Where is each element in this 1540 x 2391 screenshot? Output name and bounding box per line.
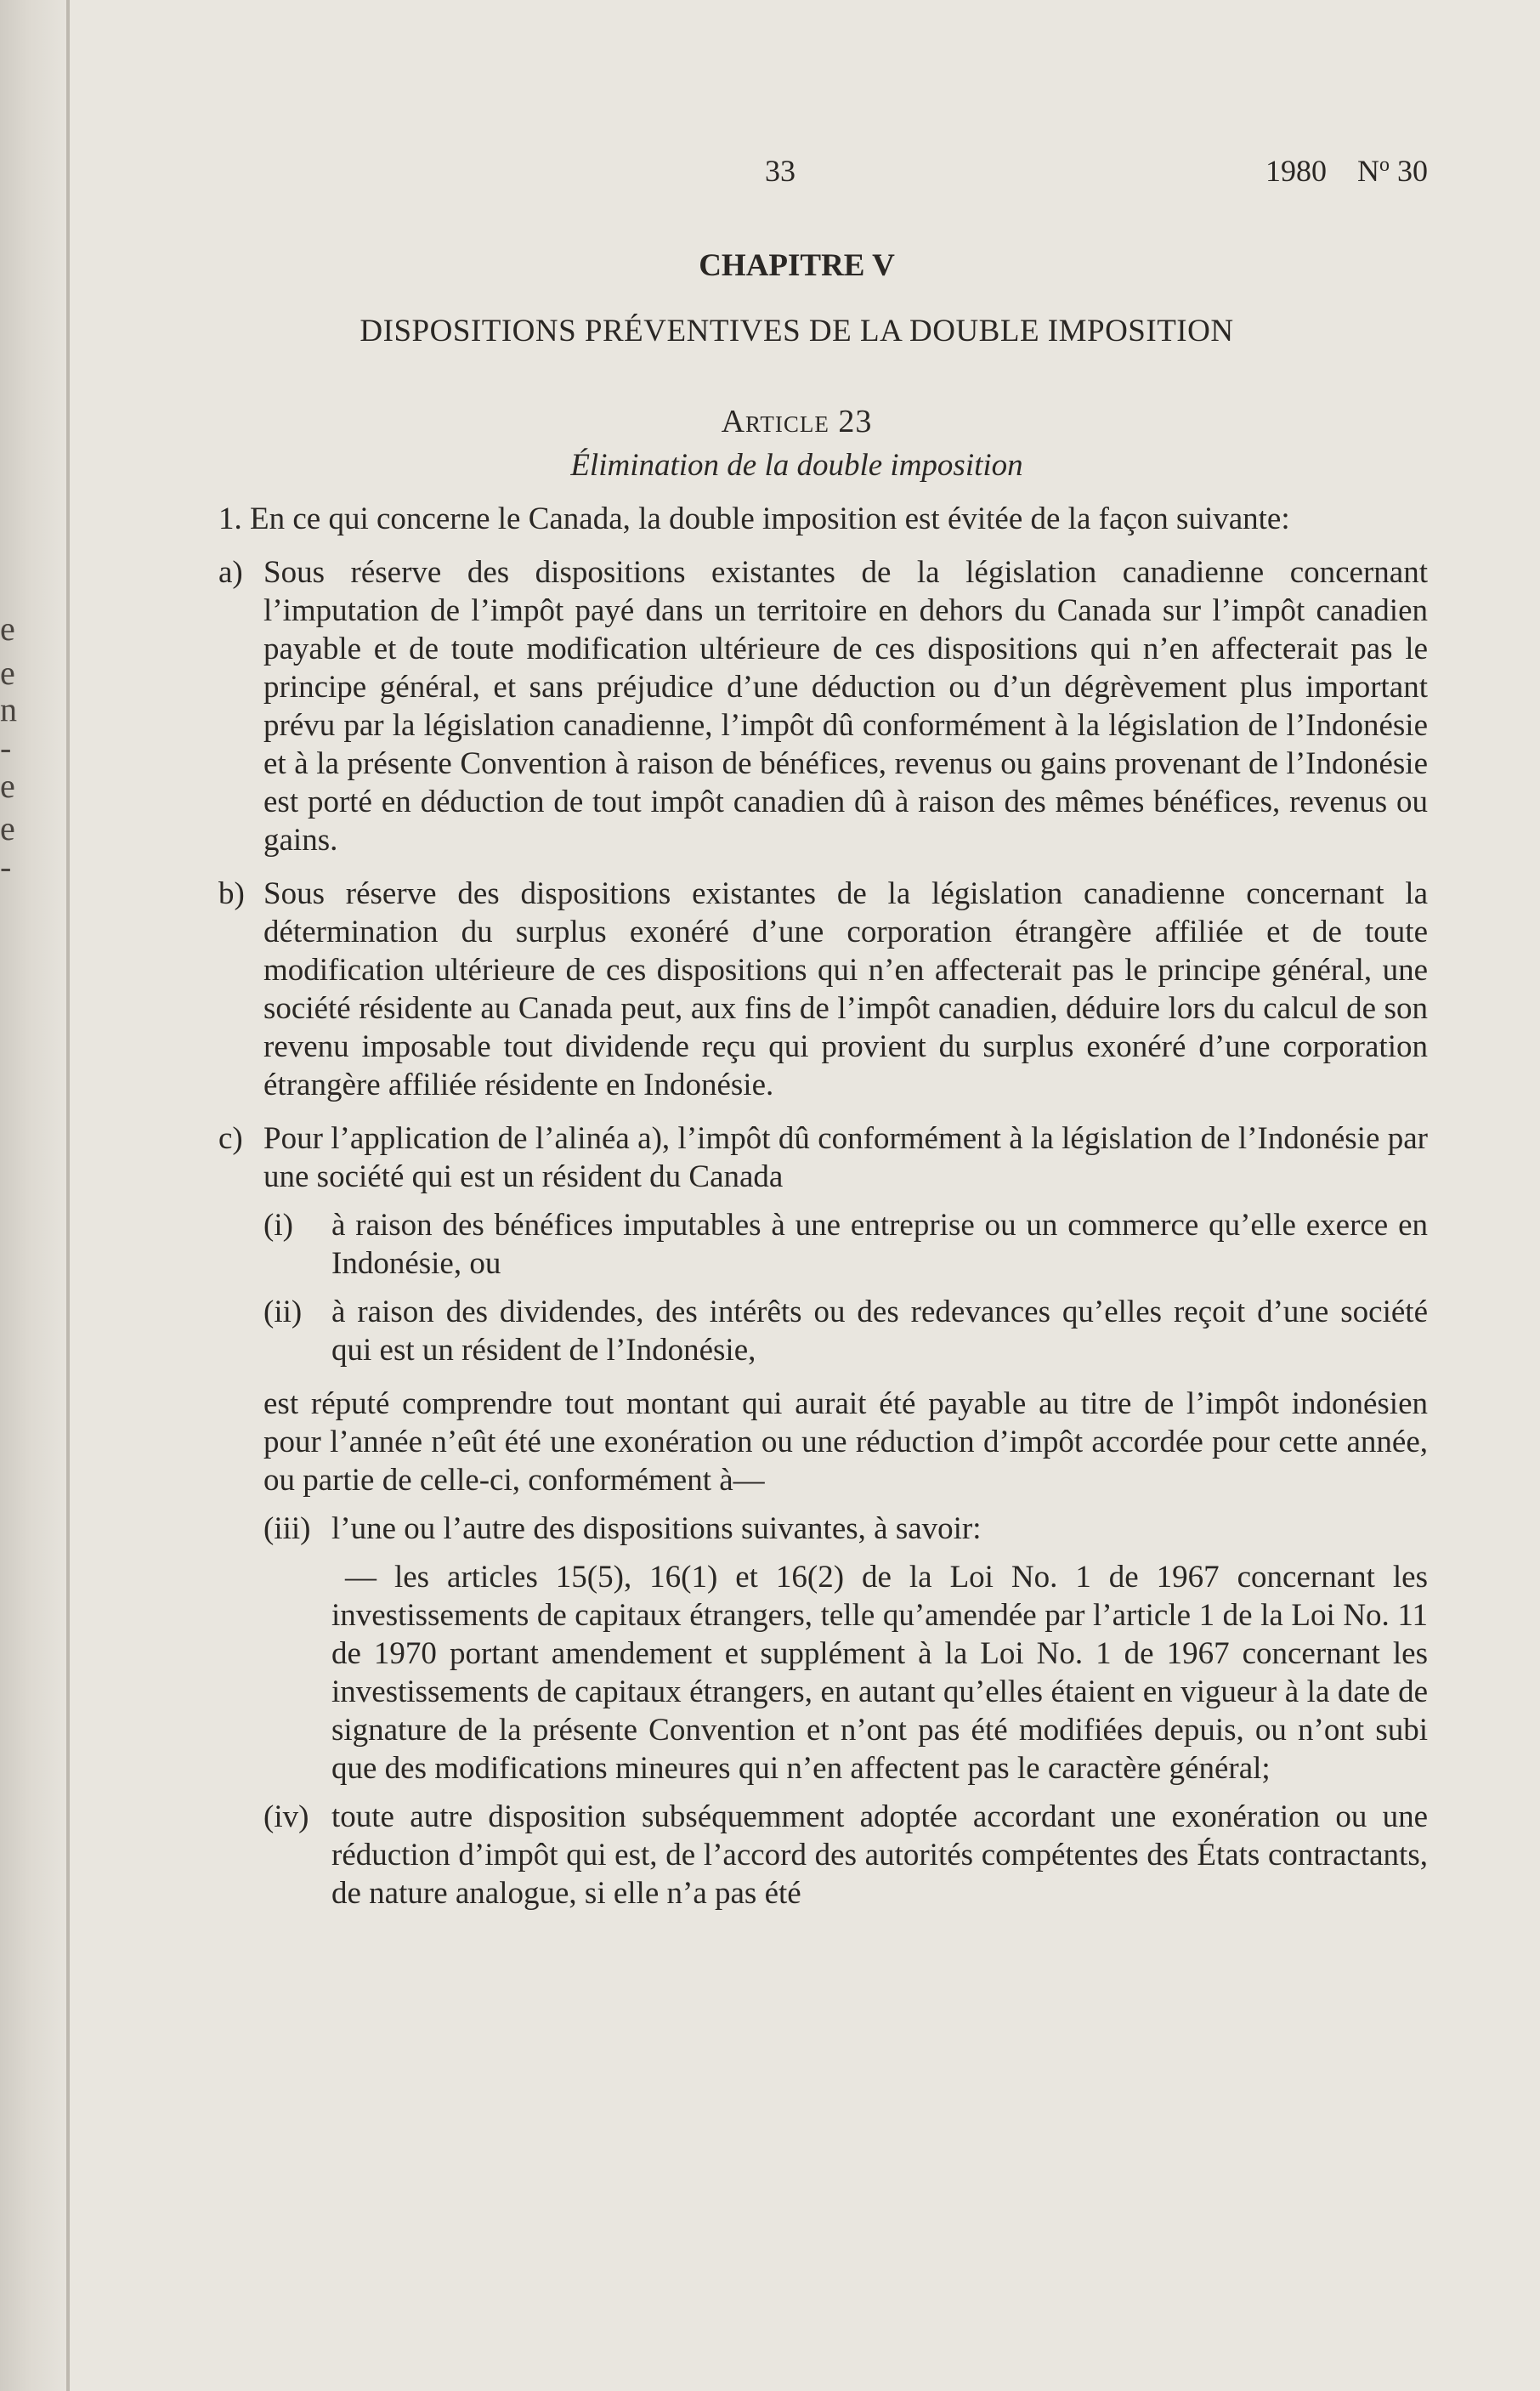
sub-item-label: (iii): [263, 1511, 311, 1546]
page-number: 33: [765, 154, 795, 188]
article-title: Élimination de la double imposition: [570, 448, 1023, 483]
chapter-title: CHAPITRE V: [699, 248, 895, 283]
sub-item-text: toute autre disposition subséquemment adoptée accordant une exonération ou une réduction d’impôt qui est, de l’accord des autorités compétentes des États contractants, de nature analogue, si elle n’a pas été: [331, 1799, 1428, 1911]
sub-item-text: l’une ou l’autre des dispositions suivantes, à savoir:: [331, 1511, 982, 1546]
list-item: [166, 553, 1428, 859]
dash-item: — les articles 15(5), 16(1) et 16(2) de la Loi No. 1 de 1967 concernant les investissements de capitaux étrangers, telle qu’amendée par l’article 1 de la Loi No. 11 de 1970 portant amendement et supplément à la Loi No. 1 de 1967 concernant les investissements de capitaux étrangers, en autant qu’elles étaient en vigueur à la date de signature de la présente Convention et n’ont pas été modifiées depuis, ou n’ont subi que des modifications mineures qui n’en affectent pas le caractère général;: [331, 1560, 1428, 1786]
sub-item: [166, 1510, 1428, 1548]
continuation-text: est réputé comprendre tout montant qui aurait été payable au titre de l’impôt indonésien pour l’année n’eût été une exonération ou une réduction d’impôt accordée pour cette année, ou partie de celle-ci, conformément à—: [263, 1386, 1428, 1498]
sub-item: [166, 1206, 1428, 1283]
statute-number: 30: [1397, 154, 1428, 188]
list-item: [166, 1119, 1428, 1196]
margin-fragment: -: [0, 728, 12, 767]
document-body: [166, 246, 1428, 1912]
margin-fragment: e: [0, 767, 15, 805]
sub-item: [166, 1293, 1428, 1369]
margin-fragment: e: [0, 654, 15, 692]
statute-year: 1980: [1265, 154, 1327, 188]
sub-item-label: (iv): [263, 1799, 309, 1834]
sub-item-label: (ii): [263, 1295, 303, 1329]
margin-fragment: e: [0, 609, 15, 648]
article-label: Article 23: [721, 404, 873, 439]
list-item: [166, 875, 1428, 1104]
sub-item-label: (i): [263, 1208, 293, 1243]
sub-item: [166, 1798, 1428, 1912]
item-text: Pour l’application de l’alinéa a), l’impôt dû conformément à la législation de l’Indonésie par une société qui est un résident du Canada: [263, 1121, 1428, 1194]
statute-reference: [1265, 153, 1428, 189]
item-label: c): [218, 1121, 243, 1156]
margin-fragment: -: [0, 847, 12, 886]
chapter-subtitle: DISPOSITIONS PRÉVENTIVES DE LA DOUBLE IMPOSITION: [360, 314, 1234, 348]
number-label-sup: o: [1379, 154, 1390, 176]
sub-item-text: à raison des bénéfices imputables à une entreprise ou un commerce qu’elle exerce en Indonésie, ou: [331, 1208, 1428, 1281]
number-label: N: [1357, 154, 1379, 188]
item-label: b): [218, 876, 245, 911]
paragraph-1: 1. En ce qui concerne le Canada, la double imposition est évitée de la façon suivante:: [218, 501, 1290, 536]
item-text: Sous réserve des dispositions existantes de la législation canadienne concernant la détermination du surplus exonéré d’une corporation étrangère affiliée et de toute modification ultérieure de ces dispositions qui n’en affecterait pas le principe général, une société résidente au Canada peut, aux fins de l’impôt canadien, déduire lors du calcul de son revenu imposable tout dividende reçu qui provient du surplus exonéré d’une corporation étrangère affiliée résidente en Indonésie.: [263, 876, 1428, 1102]
margin-fragment: n: [0, 690, 17, 728]
item-text: Sous réserve des dispositions existantes de la législation canadienne concernant l’imputation de l’impôt payé dans un territoire en dehors du Canada sur l’impôt canadien payable et de toute modification ultérieure de ces dispositions qui n’en affecterait pas le principe général, et sans préjudice d’une déduction ou d’un dégrèvement plus important prévu par la législation canadienne, l’impôt dû conformément à la législation de l’Indonésie et à la présente Convention à raison de bénéfices, revenus ou gains provenant de l’Indonésie est porté en déduction de tout impôt canadien dû à raison des mêmes bénéfices, revenus ou gains.: [263, 555, 1428, 858]
sub-item-text: à raison des dividendes, des intérêts ou des redevances qu’elles reçoit d’une société qui est un résident de l’Indonésie,: [331, 1295, 1428, 1368]
margin-fragment: e: [0, 809, 15, 847]
item-label: a): [218, 555, 243, 590]
